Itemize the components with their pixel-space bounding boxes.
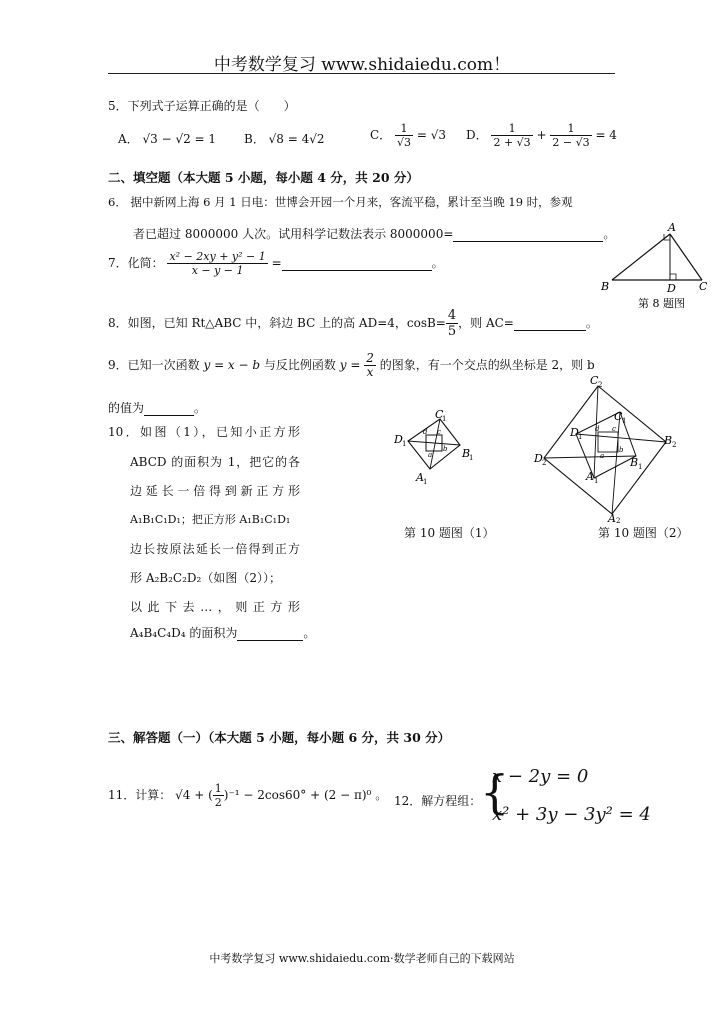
- q9-line2-text: 的值为: [108, 401, 145, 415]
- section-2-title: 二、填空题（本大题 5 小题，每小题 4 分，共 20 分）: [108, 170, 419, 185]
- q5-a-label: A．: [118, 132, 139, 146]
- fig10a-label-a: a: [428, 451, 433, 459]
- fig8-side-ab: [612, 234, 670, 280]
- q9-p2: 与反比例函数: [263, 358, 336, 372]
- q10-line1: 10．如图（1），已知小正方形: [108, 425, 300, 439]
- q5-d-plus: +: [536, 128, 547, 142]
- q5-option-a: [118, 130, 216, 147]
- q5-option-c: [370, 122, 446, 149]
- q10-line3: 边延长一倍得到新正方形: [130, 484, 300, 498]
- q7-answer-blank[interactable]: [282, 256, 432, 271]
- q7-num: x² − 2xy + y² − 1: [169, 250, 266, 263]
- q9-linear: y = x − b: [203, 358, 261, 372]
- q9-num: 2: [366, 351, 374, 365]
- page-footer: 中考数学复习 www.shidaiedu.com·数学老师自己的下载网站: [209, 952, 515, 965]
- figure-8: [598, 220, 712, 312]
- q5-d-den1: 2 + √3: [493, 136, 531, 149]
- fig10b-sub-b2: 2: [672, 441, 677, 449]
- fig10a-label-d1: D: [394, 433, 403, 446]
- fig10b-square-a2b2c2d2: [544, 386, 666, 514]
- section-3-title: 三、解答题（一）（本大题 5 小题，每小题 6 分，共 30 分）: [108, 730, 451, 745]
- fig10a-label-b: b: [443, 445, 448, 453]
- q11-label: 11．计算：: [108, 788, 172, 802]
- q12-eq1: x − 2y = 0: [492, 766, 589, 787]
- q10-end: 。: [303, 626, 316, 640]
- fig10b-square-abcd: [598, 432, 618, 452]
- fig10b-label-a1: A: [586, 470, 594, 483]
- q9-line2: [108, 399, 206, 416]
- fig8-label-d: D: [667, 282, 676, 295]
- q10-line8: [130, 624, 315, 641]
- q9-end: 。: [194, 401, 207, 415]
- fig8-label-a: A: [668, 221, 676, 234]
- q8-text: 8．如图，已知 Rt△ABC 中，斜边 BC 上的高 AD=4，cosB=: [108, 316, 446, 330]
- fig10b-label-c1: C: [614, 410, 623, 423]
- q6-line1: 6． 据中新网上海 6 月 1 日电：世博会开园一个月来，客流平稳，累计至当晚 19 时，参观: [108, 195, 573, 209]
- fig10b-sub-c2: 2: [598, 381, 603, 389]
- q5-c-fraction: [395, 122, 413, 149]
- q5-c-rhs: = √3: [416, 128, 447, 142]
- q8-num: 4: [447, 308, 457, 323]
- q9-inverse-fraction: [364, 352, 376, 379]
- q5-c-num: 1: [395, 122, 413, 136]
- q10-last-text: A₄B₄C₄D₄ 的面积为: [130, 626, 238, 640]
- q5-d-label: D．: [466, 128, 488, 142]
- page-header: 中考数学复习 www.shidaiedu.com！: [213, 55, 511, 75]
- fig8-caption: 第 8 题图: [638, 297, 685, 310]
- q11-fraction: [213, 782, 224, 809]
- fig10a-label-d: d: [423, 428, 428, 436]
- q5-b-label: B．: [244, 132, 265, 146]
- q5-c-label: C．: [370, 128, 392, 142]
- q9-p3: 的图象，有一个交点的纵坐标是 2，则 b: [379, 358, 595, 372]
- q5-option-b: [244, 130, 325, 147]
- q8-den: 5: [447, 324, 457, 339]
- fig10b-label-d2: D: [534, 452, 543, 465]
- fig10b-label-d: d: [595, 425, 600, 433]
- fig10b-label-b2: B: [664, 434, 673, 447]
- q11-radical: √4 + (: [175, 788, 213, 802]
- q12-label: 12．解方程组：: [394, 794, 482, 808]
- fig10b-label-d1: D: [570, 426, 579, 439]
- fig10b-label-a2: A: [608, 512, 616, 524]
- q7-end: 。: [431, 256, 444, 270]
- q10-line7: 以此下去…，则正方形: [130, 600, 300, 614]
- q11-end: 。: [375, 788, 388, 802]
- fig10b-caption: 第 10 题图（2）: [598, 526, 689, 540]
- q5-d-num1: 1: [491, 122, 532, 136]
- q7-label: 7．化简：: [108, 256, 164, 270]
- fig10b-label-b1: B: [630, 456, 639, 469]
- fig10a-label-b1: B: [462, 447, 471, 460]
- q8-answer-blank[interactable]: [514, 316, 586, 331]
- figure-10-1: [390, 405, 500, 497]
- fig10b-sub-b1: 1: [638, 463, 643, 471]
- q9-line1: [108, 352, 595, 379]
- fig8-right-angle-d: [670, 274, 676, 280]
- fig10b-sub-c1: 1: [622, 417, 627, 425]
- q12-brace: {: [480, 765, 510, 819]
- q9-answer-blank[interactable]: [144, 401, 194, 416]
- fig10a-sub-b1: 1: [469, 454, 474, 462]
- fig10b-line4: [544, 456, 636, 458]
- fig10b-label-a: a: [600, 452, 605, 460]
- q5-d-fraction2: [550, 122, 591, 149]
- q5-d-den2: 2 − √3: [552, 136, 590, 149]
- q5-d-num2: 1: [550, 122, 591, 136]
- q12-eq2: x² + 3y − 3y² = 4: [492, 804, 651, 825]
- fig10b-sub-a1: 1: [594, 477, 599, 485]
- q7-fraction: [167, 250, 267, 277]
- fig10a-label-a1: A: [416, 471, 424, 484]
- fig8-label-c: C: [699, 280, 708, 293]
- fig10b-label-b: b: [619, 446, 624, 454]
- fig10a-label-c: c: [437, 428, 441, 436]
- q11-den: 2: [214, 796, 222, 809]
- q11-num: 1: [214, 782, 222, 795]
- q10-line4: A₁B₁C₁D₁；把正方形 A₁B₁C₁D₁: [130, 513, 291, 526]
- q10-answer-blank[interactable]: [237, 626, 303, 641]
- fig10a-diag2: [408, 441, 460, 445]
- q8-tail: ，则 AC=: [458, 316, 514, 330]
- q6-answer-blank[interactable]: [453, 227, 603, 242]
- q5-b-expr: √8 = 4√2: [268, 132, 325, 146]
- fig10b-line2: [576, 434, 666, 442]
- q6-end: 。: [603, 227, 616, 241]
- q9-inverse-lhs: y =: [339, 358, 361, 372]
- fig10b-sub-a2: 2: [616, 517, 621, 524]
- fig10b-label-c2: C: [590, 374, 599, 387]
- q11: [108, 782, 387, 809]
- fig10a-sub-d1: 1: [402, 440, 407, 448]
- fig10b-sub-d2: 2: [542, 459, 547, 467]
- q8-end: 。: [585, 316, 598, 330]
- q5-a-expr: √3 − √2 = 1: [142, 132, 217, 146]
- q7-den: x − y − 1: [191, 264, 244, 277]
- q10-line6: 形 A₂B₂C₂D₂（如图（2））；: [130, 571, 281, 585]
- q5-c-den: √3: [397, 136, 412, 149]
- q8-fraction: [446, 308, 458, 339]
- fig10a-caption: 第 10 题图（1）: [404, 526, 495, 540]
- q6-line2: [133, 225, 615, 242]
- fig10b-square-a1b1c1d1: [576, 412, 639, 478]
- q10-line2: ABCD 的面积为 1，把它的各: [130, 455, 300, 469]
- fig8-label-b: B: [601, 280, 610, 293]
- q11-tail: )⁻¹ − 2cos60° + (2 − π)⁰: [223, 788, 372, 802]
- q5-d-fraction1: [491, 122, 532, 149]
- fig10b-sub-d1: 1: [578, 433, 583, 441]
- q9-den: x: [366, 365, 374, 379]
- q7: [108, 250, 444, 277]
- fig10a-label-c1: C: [435, 408, 444, 421]
- q6-line2-text: 者已超过 8000000 人次。试用科学记数法表示 8000000=: [133, 227, 454, 241]
- header-rule: [108, 73, 615, 74]
- q10-line5: 边长按原法延长一倍得到正方: [130, 542, 300, 556]
- figure-10-2: [532, 374, 682, 524]
- q9-p1: 9．已知一次函数: [108, 358, 200, 372]
- q5-stem: 5．下列式子运算正确的是（ ）: [108, 99, 296, 113]
- fig10a-sub-a1: 1: [423, 478, 428, 486]
- q7-eq: =: [271, 256, 282, 270]
- fig10b-label-c: c: [612, 425, 616, 433]
- fig10a-sub-c1: 1: [442, 415, 447, 423]
- fig8-side-ac: [670, 234, 702, 280]
- q5-option-d: [466, 122, 617, 149]
- q8: [108, 308, 598, 339]
- q5-d-rhs: = 4: [595, 128, 617, 142]
